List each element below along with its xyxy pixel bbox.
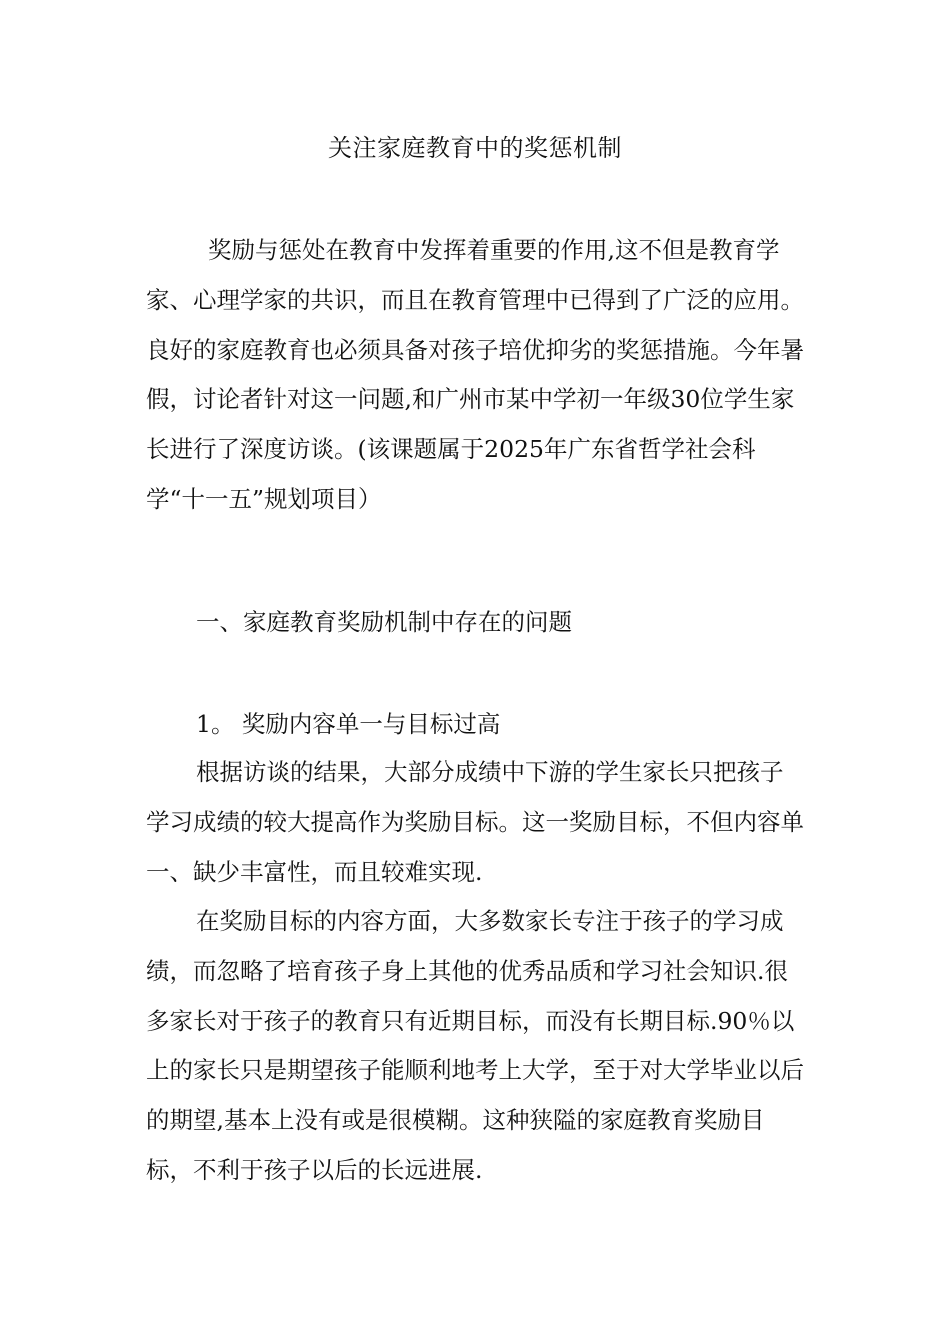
document-title: 关注家庭教育中的奖惩机制: [328, 134, 622, 162]
body-paragraph-block-2: [146, 897, 806, 1196]
section-heading: 一、家庭教育奖励机制中存在的问题: [196, 608, 572, 636]
body-paragraph-block-1: [146, 748, 806, 897]
intro-paragraph-block: [146, 226, 806, 525]
intro-paragraph: 奖励与惩处在教育中发挥着重要的作用,这不但是教育学家、心理学家的共识，而且在教育管理中已得到了广泛的应用。良好的家庭教育也必须具备对孩子培优抑劣的奖惩措施。今年暑假，讨论者针对这一问题,和广州市某中学初一年级30位学生家长进行了深度访谈。(该课题属于2025年广东省哲学社会科学“十一五”规划项目）: [146, 236, 804, 513]
body-paragraph-2: 在奖励目标的内容方面，大多数家长专注于孩子的学习成绩，而忽略了培育孩子身上其他的优秀品质和学习社会知识.很多家长对于孩子的教育只有近期目标，而没有长期目标.90％以上的家长只是期望孩子能顺利地考上大学，至于对大学毕业以后的期望,基本上没有或是很模糊。这种狭隘的家庭教育奖励目标，不利于孩子以后的长远进展.: [146, 907, 804, 1184]
body-paragraph-1: 根据访谈的结果，大部分成绩中下游的学生家长只把孩子学习成绩的较大提高作为奖励目标。这一奖励目标，不但内容单一、缺少丰富性，而且较难实现.: [146, 758, 804, 886]
subsection-heading: 1。 奖励内容单一与目标过高: [196, 710, 501, 738]
